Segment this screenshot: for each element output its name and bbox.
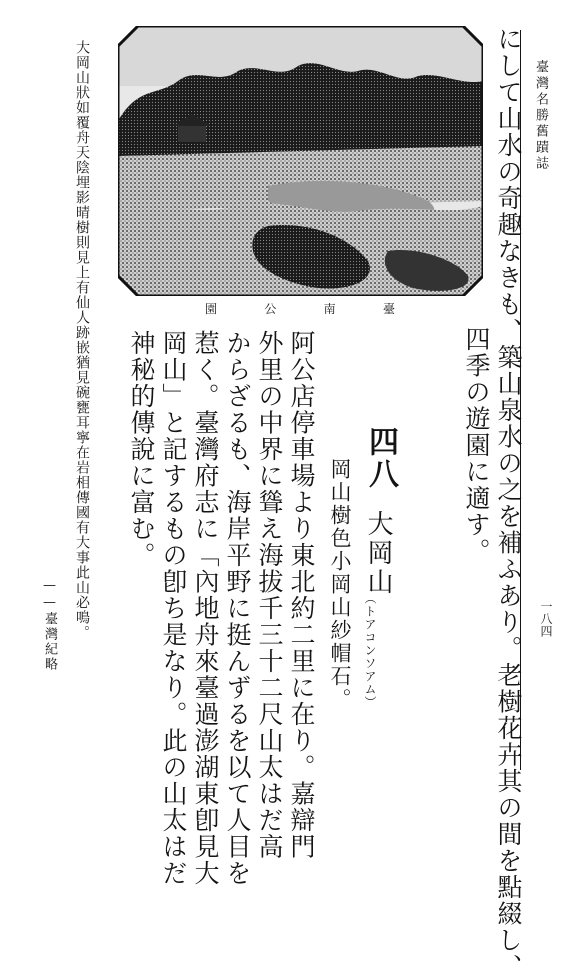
quote-text: 大岡山狀如覆舟天陰埋影晴樹則見上有仙人跡嵌猶見碗甕耳寧在岩相傳國有大事此山必鳴。 xyxy=(74,40,90,640)
running-title: 臺灣名勝舊蹟誌 xyxy=(533,60,548,172)
body-line: にして山水の奇趣なきも、築山泉水の之を補ふあり。老樹花卉其の間を點綴し、 xyxy=(494,26,523,980)
section-text-line: 惹く。臺灣府志に「內地舟來臺過澎湖東卽見大 xyxy=(191,330,220,887)
section-text-line: 阿公店停車場より東北約二里に在り。嘉辯門 xyxy=(287,330,316,860)
page-number: 一八四 xyxy=(539,600,553,638)
section-text-line: 神秘的傳說に富む。 xyxy=(127,330,156,569)
caption-char: 園 xyxy=(205,302,218,316)
section-title: 大岡山 xyxy=(363,510,393,597)
section-text-line: 外里の中界に聳え海拔千三十二尺山太はだ高 xyxy=(255,330,284,860)
caption-char: 臺 xyxy=(382,302,395,316)
section-ruby: （トアコンソアム） xyxy=(363,592,377,709)
body-line: 四季の遊園に適す。 xyxy=(462,326,491,565)
tainan-park-photo xyxy=(118,26,483,296)
caption-char: 公 xyxy=(264,302,277,316)
section-text-line: 岡山」と記するもの卽ち是なり。此の山太はだ xyxy=(159,330,188,887)
section-number: 四八 xyxy=(363,426,398,490)
quote-source: ——臺灣紀略 xyxy=(42,578,57,672)
section-alt-names: 岡山樹色小岡山紗帽石。 xyxy=(328,458,352,711)
caption-char: 南 xyxy=(323,302,336,316)
section-text-line: からざるも、海岸平野に挺んずるを以て人目を xyxy=(223,330,252,887)
photo-caption xyxy=(205,300,395,316)
